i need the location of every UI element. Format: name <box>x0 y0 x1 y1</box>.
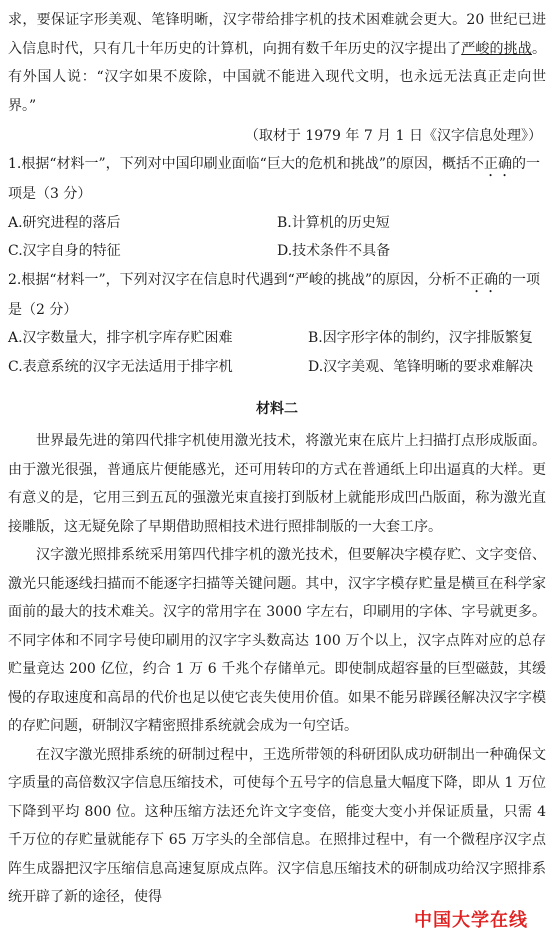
question-1-options <box>0 209 554 266</box>
site-watermark: 中国大学在线 <box>414 910 528 931</box>
question-1-option-a: A.研究进程的落后 <box>8 214 121 231</box>
question-1-emphasis: 正确 <box>484 156 512 172</box>
question-1-stem-a: 1.根据“材料一”，下列对中国印刷业面临“巨大的危机和挑战”的原因，概括不 <box>8 156 484 172</box>
question-2-option-d: D.汉字美观、笔锋明晰的要求难解决 <box>308 358 534 375</box>
question-2-option-b: B.因字形字体的制约，汉字排版繁复 <box>308 330 533 346</box>
question-1-option-d: D.技术条件不具备 <box>277 243 391 259</box>
material1-text-b: 。有外国人说：“汉字如果不废除，中国就不能进入现代文明，也永远无法真正走向世界。” <box>8 40 546 114</box>
question-1-option-b: B.计算机的历史短 <box>277 214 390 231</box>
question-2-stem <box>0 266 554 325</box>
material1-text-a: 求，要保证字形美观、笔锋明晰，汉字带给排字机的技术困难就会更大。20 世纪已进入信息时代，只有几十年历史的计算机，向拥有数千年历史的汉字提出了 <box>8 12 546 57</box>
question-1-stem-b: 的一项是（3 分） <box>8 156 540 202</box>
material1-underlined-phrase: 严峻的挑战 <box>461 40 532 57</box>
material1-paragraph <box>0 0 554 120</box>
question-2-option-c: C.表意系统的汉字无法适用于排字机 <box>8 358 233 375</box>
question-2-emphasis: 正确 <box>470 271 498 288</box>
material2-paragraph-3: 在汉字激光照排系统的研制过程中，王选所带领的科研团队成功研制出一种确保文字质量的高倍数汉字信息压缩技术，可使每个五号字的信息量大幅度下降，即从 1 万位下降到平均 800 位。这种压缩方法还允许文字变倍，能变大变小并保证质量，只需 4 千万位的存贮量就能存下 65 万字头的全部信息。在照排过程中，有一个微程序汉字点阵生成器把汉字压缩信息高速复原成点阵。汉字信息压缩技术的研制成功给汉字照排系统开辟了新的途径，使得 <box>8 746 546 905</box>
material2-paragraph-2: 汉字激光照排系统采用第四代排字机的激光技术，但要解决字模存贮、文字变倍、激光只能逐线扫描而不能逐字扫描等关键问题。其中，汉字字模存贮量是横亘在科学家面前的最大的技术难关。汉字的常用字在 3000 字左右，印刷用的字体、字号就更多。不同字体和不同字号使印刷用的汉字字头数高达 100 万个以上，汉字点阵对应的总存贮量竟达 200 亿位，约合 1 万 6 千兆个存储单元。即使制成超容量的巨型磁鼓，其缓慢的存取速度和高昂的代价也足以使它丧失使用价值。如果不能另辟蹊径解决汉字字模的存贮问题，研制汉字精密照排系统就会成为一句空话。 <box>8 547 546 734</box>
question-1-option-c: C.汉字自身的特征 <box>8 243 121 259</box>
material2-paragraph-1: 世界最先进的第四代排字机使用激光技术，将激光束在底片上扫描打点形成版面。由于激光很强，普通底片便能感光，还可用转印的方式在普通纸上印出逼真的大样。更有意义的是，它用三到五瓦的强激光束直接打到版材上就能形成凹凸版面，称为激光直接雕版，这无疑免除了早期借助照相技术进行照排制版的一大套工序。 <box>8 433 546 535</box>
question-2-stem-b: 的一项是（2 分） <box>8 271 540 318</box>
question-2-options <box>0 324 554 381</box>
question-2-stem-a: 2.根据“材料一”，下列对汉字在信息时代遇到“严峻的挑战”的原因，分析不 <box>8 271 470 288</box>
question-1-stem <box>0 150 554 209</box>
question-2-option-a: A.汉字数量大，排字机字库存贮困难 <box>8 330 233 346</box>
material1-source: （取材于 1979 年 7 月 1 日《汉字信息处理》） <box>244 128 542 144</box>
material2-title: 材料二 <box>256 401 298 417</box>
